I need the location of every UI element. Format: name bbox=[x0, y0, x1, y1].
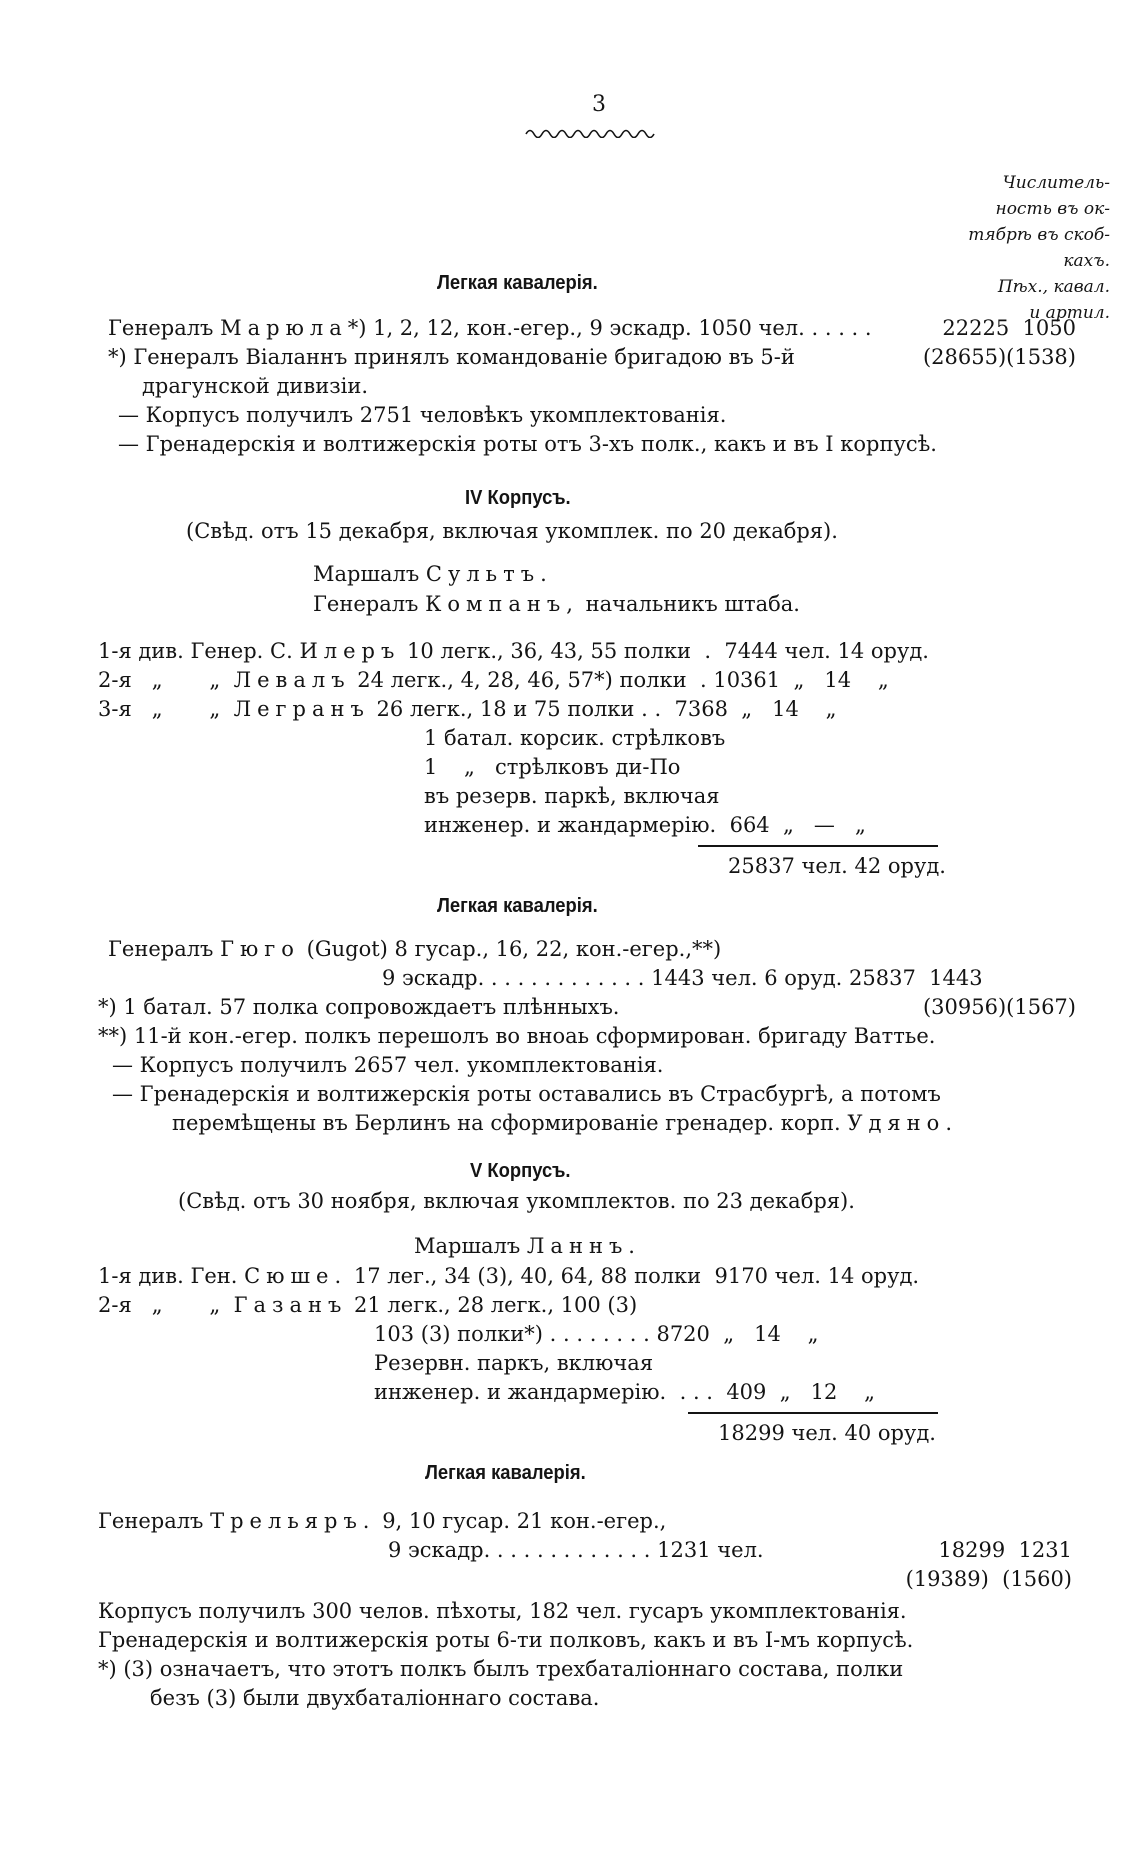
text-line: — Корпусъ получилъ 2657 чел. укомплектованія. bbox=[112, 1053, 664, 1077]
figure-value: (30956)(1567) bbox=[922, 995, 1076, 1019]
text-line: Корпусъ получилъ 300 челов. пѣхоты, 182 чел. гусаръ укомплектованія. bbox=[98, 1599, 907, 1623]
division-row: 3-я „ „ Легранъ 26 легк., 18 и 75 полки . . 7368 „ 14 „ bbox=[98, 697, 837, 721]
footnote-line: **) 11-й кон.-егер. полкъ перешолъ во вноаь сформирован. бригаду Ваттье. bbox=[98, 1024, 936, 1048]
text-line: Маршалъ Ланнъ. bbox=[414, 1234, 641, 1258]
figure-value: (28655)(1538) bbox=[922, 345, 1076, 369]
figure-value: 22225 1050 bbox=[942, 316, 1076, 340]
division-row: 2-я „ „ Газанъ 21 легк., 28 легк., 100 (3) bbox=[98, 1293, 638, 1317]
text-line: Генералъ Трельяръ. 9, 10 гусар. 21 кон.-егер., bbox=[98, 1509, 667, 1533]
section-heading: Легкая кавалерія. bbox=[425, 1462, 586, 1484]
text-line: Маршалъ Сультъ. bbox=[313, 562, 553, 586]
text-line: Генералъ Марюла*) 1, 2, 12, кон.-егер., 9 эскадр. 1050 чел. . . . . . bbox=[108, 316, 872, 340]
text-line: въ резерв. паркѣ, включая bbox=[424, 784, 720, 808]
division-row: 1-я див. Ген. Сюше. 17 лег., 34 (3), 40, 64, 88 полки 9170 чел. 14 оруд. bbox=[98, 1264, 920, 1288]
margin-note: Числитель- ность въ ок- тябрѣ въ скоб- кахъ. Пѣх., кавал. и артил. bbox=[968, 173, 1110, 323]
footnote-line: безъ (3) были двухбаталіоннаго состава. bbox=[150, 1686, 600, 1710]
corps-subtitle: (Свѣд. отъ 15 декабря, включая укомплек. по 20 декабря). bbox=[186, 519, 838, 543]
text-line: *) Генералъ Віаланнъ принялъ командованіе бригадою въ 5-й bbox=[108, 345, 795, 369]
text-line: — Гренадерскія и волтижерскія роты отъ 3-хъ полк., какъ и въ I корпусѣ. bbox=[118, 432, 937, 456]
text-line: инженер. и жандармерію. 664 „ — „ bbox=[424, 813, 866, 837]
text-line: 103 (3) полки*) . . . . . . . . 8720 „ 14 „ bbox=[374, 1322, 819, 1346]
text-line: 1 „ стрѣлковъ ди-По bbox=[424, 755, 681, 779]
text-line: 9 эскадр. . . . . . . . . . . . . 1443 чел. 6 оруд. 25837 1443 bbox=[382, 966, 983, 990]
corps-total: 25837 чел. 42 оруд. bbox=[728, 854, 946, 878]
section-heading: Легкая кавалерія. bbox=[437, 272, 598, 294]
text-line: Генералъ Компанъ, начальникъ штаба. bbox=[313, 592, 800, 616]
ornament-wave bbox=[524, 126, 664, 138]
corps-title: V Корпусъ. bbox=[470, 1160, 571, 1182]
text-line: Гренадерскія и волтижерскія роты 6-ти полковъ, какъ и въ I-мъ корпусѣ. bbox=[98, 1628, 914, 1652]
sum-rule bbox=[698, 845, 938, 847]
text-line: драгунской дивизіи. bbox=[142, 374, 369, 398]
sum-rule bbox=[688, 1412, 938, 1414]
division-row: 1-я див. Генер. С. Илеръ 10 легк., 36, 43, 55 полки . 7444 чел. 14 оруд. bbox=[98, 639, 929, 663]
text-line: 9 эскадр. . . . . . . . . . . . . 1231 чел. bbox=[388, 1538, 764, 1562]
figure-value: (19389) (1560) bbox=[905, 1567, 1072, 1591]
figure-value: 18299 1231 bbox=[938, 1538, 1072, 1562]
footnote-line: *) (3) означаетъ, что этотъ полкъ былъ трехбаталіоннаго состава, полки bbox=[98, 1657, 904, 1681]
corps-subtitle: (Свѣд. отъ 30 ноября, включая укомплектов. по 23 декабря). bbox=[178, 1189, 855, 1213]
text-line: инженер. и жандармерію. . . . 409 „ 12 „ bbox=[374, 1380, 875, 1404]
text-line: 1 батал. корсик. стрѣлковъ bbox=[424, 726, 726, 750]
corps-total: 18299 чел. 40 оруд. bbox=[718, 1421, 936, 1445]
text-line: Генералъ Гюго (Gugot) 8 гусар., 16, 22, кон.-егер.,**) bbox=[108, 937, 722, 961]
text-line: перемѣщены въ Берлинъ на сформированіе гренадер. корп. Удяно. bbox=[172, 1111, 958, 1135]
footnote-line: *) 1 батал. 57 полка сопровождаетъ плѣнныхъ. bbox=[98, 995, 620, 1019]
text-line: — Корпусъ получилъ 2751 человѣкъ укомплектованія. bbox=[118, 403, 727, 427]
text-line: — Гренадерскія и волтижерскія роты оставались въ Страсбургѣ, а потомъ bbox=[112, 1082, 941, 1106]
division-row: 2-я „ „ Левалъ 24 легк., 4, 28, 46, 57*) полки . 10361 „ 14 „ bbox=[98, 668, 889, 692]
text-line: Резервн. паркъ, включая bbox=[374, 1351, 654, 1375]
section-heading: Легкая кавалерія. bbox=[437, 895, 598, 917]
page-number: 3 bbox=[592, 92, 606, 117]
corps-title: IV Корпусъ. bbox=[465, 487, 571, 509]
